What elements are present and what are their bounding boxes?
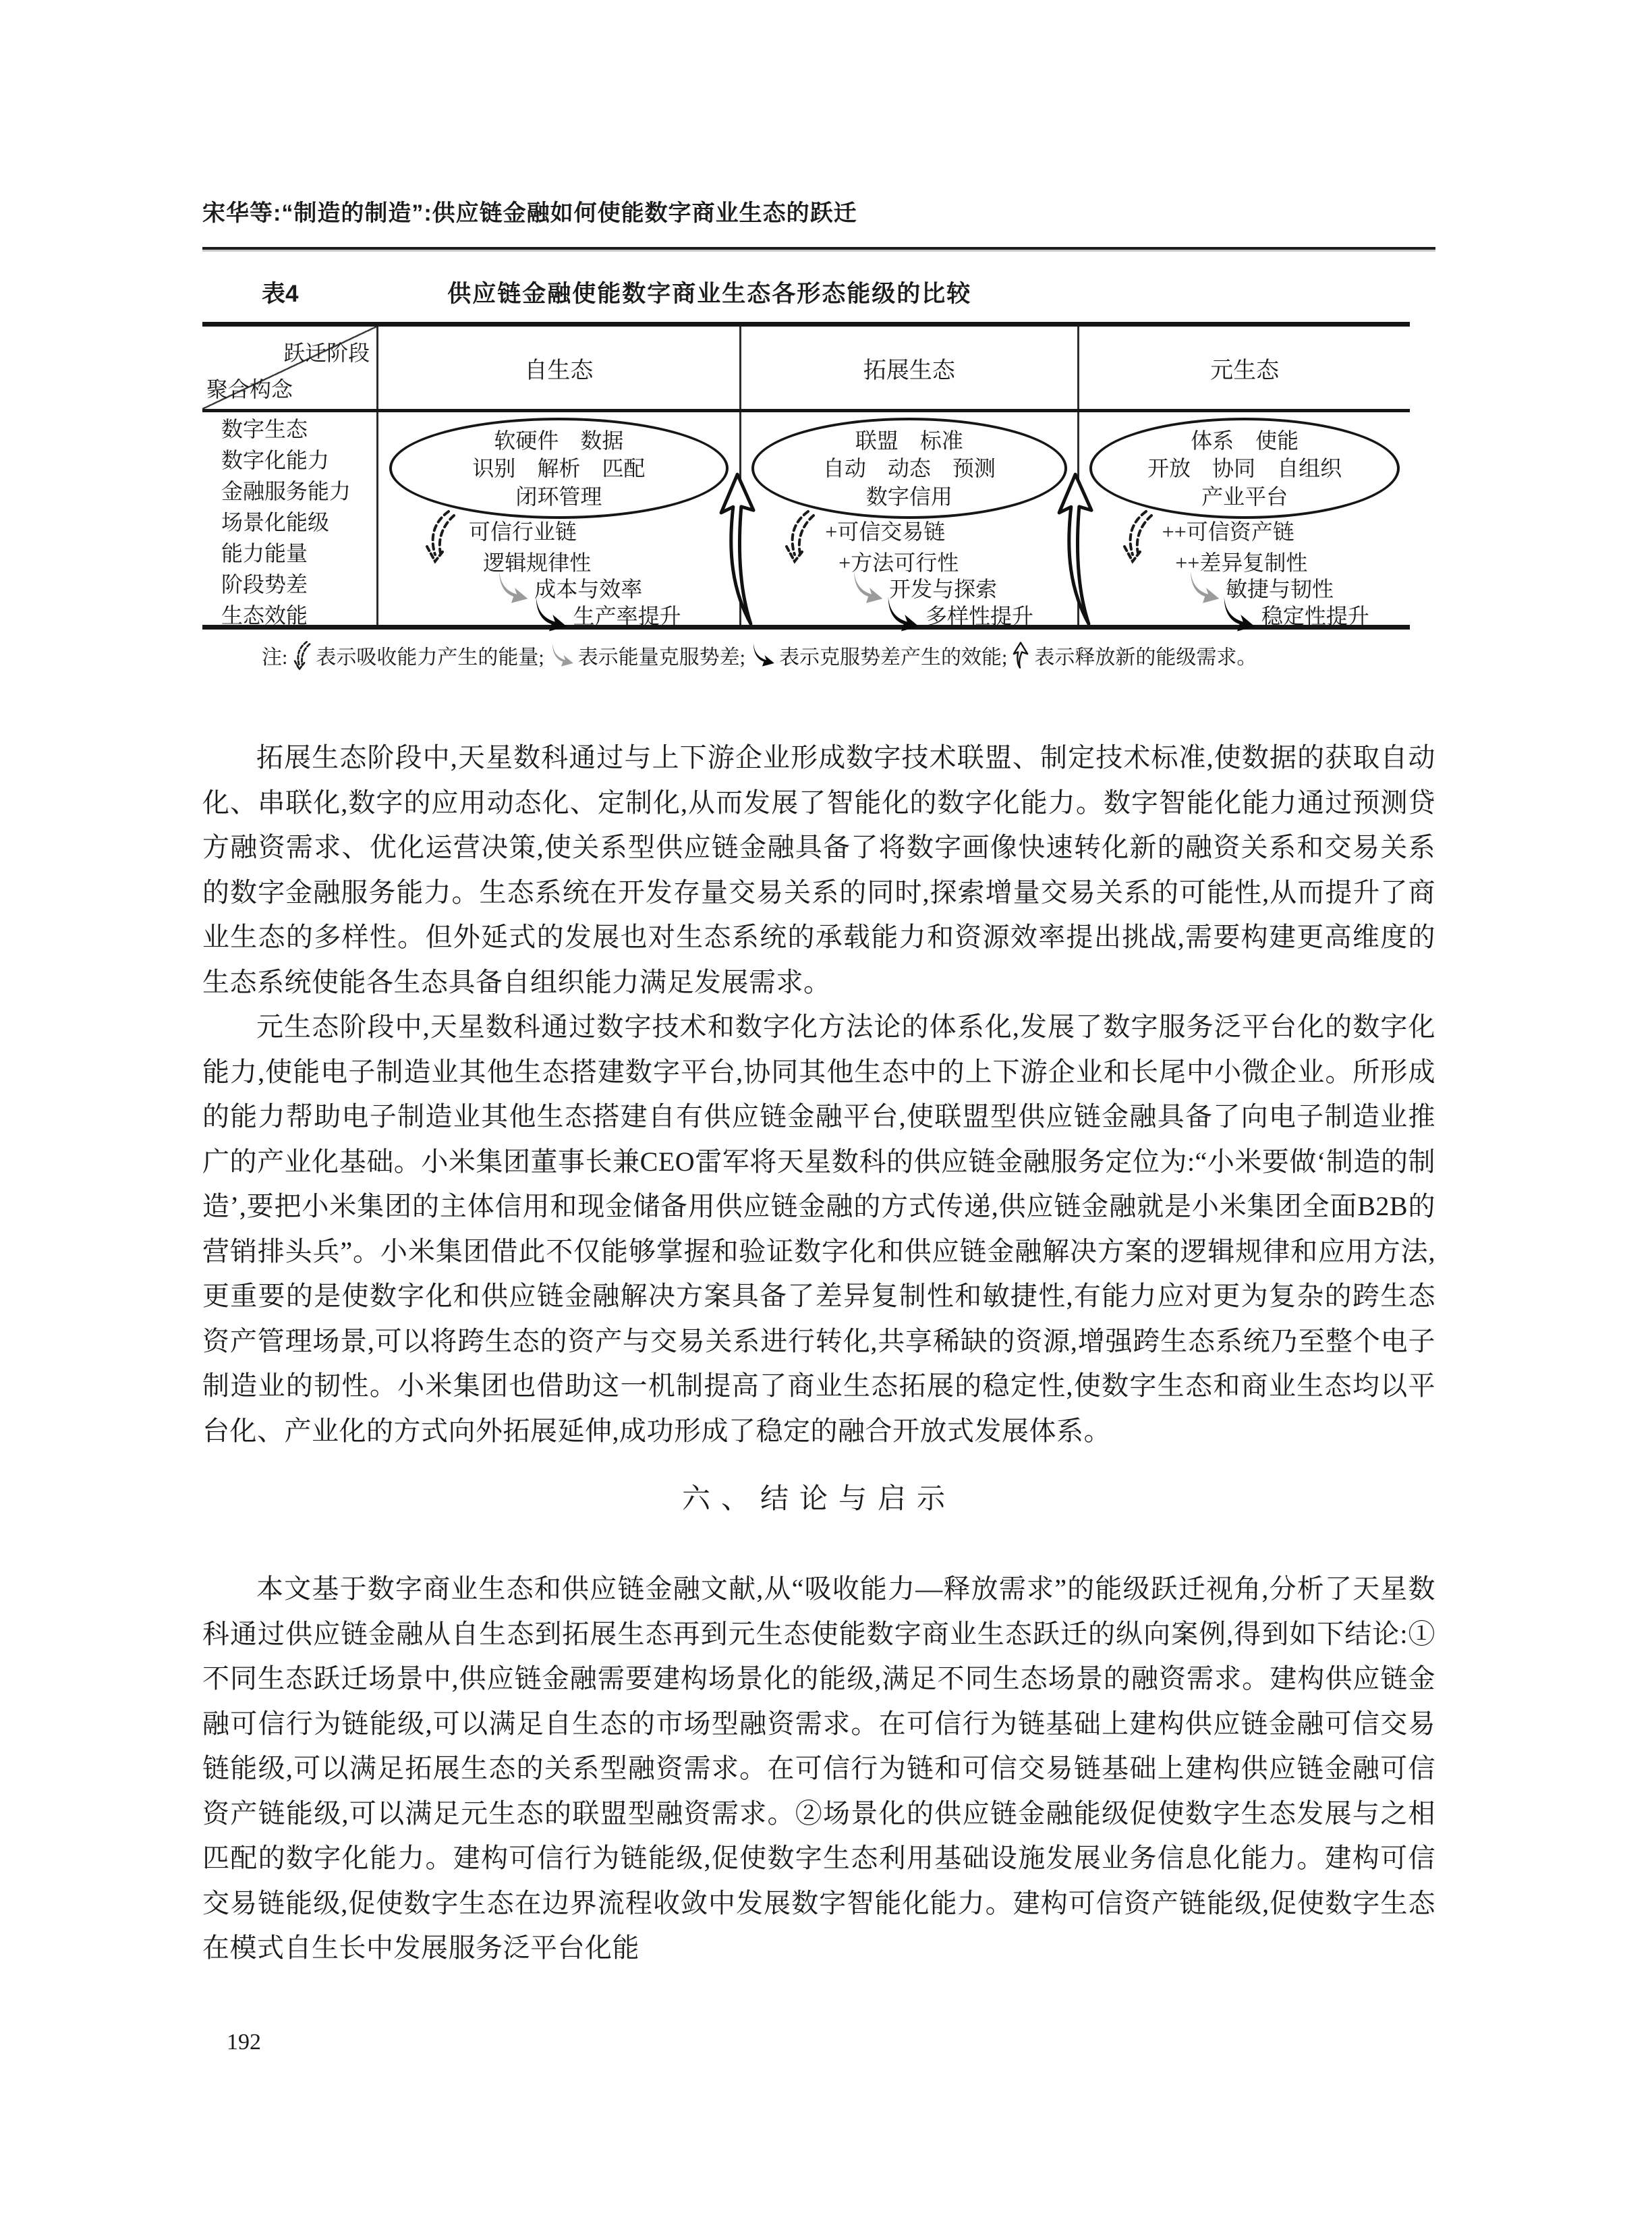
ellipse-line: 体系 使能 <box>1191 428 1299 453</box>
paragraph: 拓展生态阶段中,天星数科通过与上下游企业形成数字技术联盟、制定技术标准,使数据的获取自动化、串联化,数字的应用动态化、定制化,从而发展了智能化的数字化能力。数字智能化能力通过预测贷方融资需求、优化运营决策,使关系型供应链金融具备了将数字画像快速转化新的融资关系和交易关系的数字金融服务能力。生态系统在开发存量交易关系的同时,探索增量交易关系的可能性,从而提升了商业生态的多样性。但外延式的发展也对生态系统的承载能力和资源效率提出挑战,需要构建更高维度的生态系统使能各生态具备自组织能力满足发展需求。 <box>202 742 1435 997</box>
effect-text: 生产率提升 <box>573 604 681 628</box>
effect-text: 多样性提升 <box>925 604 1033 628</box>
page-number: 192 <box>227 2030 261 2055</box>
effect-text: 稳定性提升 <box>1261 604 1369 628</box>
scene-level-text: +可信交易链 <box>825 520 946 544</box>
article-body <box>202 735 1435 1971</box>
table-caption <box>202 271 1410 310</box>
note-item-text: 表示克服势差产生的效能; <box>779 646 1008 669</box>
scene-level-text: ++可信资产链 <box>1162 520 1294 544</box>
potential-gap-text: 成本与效率 <box>534 577 643 601</box>
scene-level-text: 可信行业链 <box>468 520 577 544</box>
column-extended-ecosystem <box>739 412 1078 628</box>
row-header: 数字生态 <box>221 417 308 441</box>
overcome-arrow-icon <box>1185 570 1220 605</box>
effect-arrow-icon <box>1218 596 1256 634</box>
paragraph: 本文基于数字商业生态和供应链金融文献,从“吸收能力—释放需求”的能级跃迁视角,分析了天星数科通过供应链金融从自生态到拓展生态再到元生态使能数字商业生态跃迁的纵向案例,得到如下结论:①不同生态跃迁场景中,供应链金融需要建构场景化的能级,满足不同生态场景的融资需求。建构供应链金融可信行为链能级,可以满足自生态的市场型融资需求。在可信行为链基础上建构供应链金融可信交易链能级,可以满足拓展生态的关系型融资需求。在可信行为链和可信交易链基础上建构供应链金融可信资产链能级,可以满足元生态的联盟型融资需求。②场景化的供应链金融能级促使数字生态发展与之相匹配的数字化能力。建构可信行为链能级,促使数字生态利用基础设施发展业务信息化能力。建构可信交易链能级,促使数字生态在边界流程收敛中发展数字智能化能力。建构可信资产链能级,促使数字生态在模式自生长中发展服务泛平台化能 <box>202 1574 1435 1963</box>
ellipse-line: 软硬件 数据 <box>494 428 624 453</box>
potential-gap-text: 开发与探索 <box>889 577 998 601</box>
row-header: 生态效能 <box>221 603 308 628</box>
note-prefix: 注: <box>262 646 288 669</box>
effect-row <box>530 596 681 634</box>
ellipse-line: 闭环管理 <box>515 484 602 509</box>
effect-arrow-icon <box>749 642 775 668</box>
column-meta-ecosystem <box>1077 412 1410 628</box>
absorb-arrow-icon <box>1119 507 1154 565</box>
overcome-arrow-icon <box>548 642 574 668</box>
energy-text: 逻辑规律性 <box>483 551 592 575</box>
release-lift-arrow-icon <box>1051 470 1104 628</box>
capability-ellipse <box>751 418 1068 519</box>
potential-gap-text: 敏捷与韧性 <box>1225 577 1334 601</box>
note-item-text: 表示吸收能力产生的能量; <box>316 646 544 669</box>
effect-row <box>1218 596 1369 634</box>
comparison-table <box>202 322 1410 630</box>
ellipse-line: 联盟 标准 <box>855 428 963 453</box>
effect-arrow-icon <box>882 596 920 634</box>
energy-text: ++差异复制性 <box>1175 551 1308 575</box>
paragraph: 元生态阶段中,天星数科通过数字技术和数字化方法论的体系化,发展了数字服务泛平台化的数字化能力,使能电子制造业其他生态搭建数字平台,协同其他生态中的上下游企业和长尾中小微企业。所形成的能力帮助电子制造业其他生态搭建自有供应链金融平台,使联盟型供应链金融具备了向电子制造业推广的产业化基础。小米集团董事长兼CEO雷军将天星数科的供应链金融服务定位为:“小米要做‘制造的制造’,要把小米集团的主体信用和现金储备用供应链金融的方式传递,供应链金融就是小米集团全面B2B的营销排头兵”。小米集团借此不仅能够掌握和验证数字化和供应链金融解决方案的逻辑规律和应用方法,更重要的是使数字化和供应链金融解决方案具备了差异复制性和敏捷性,有能力应对更为复杂的跨生态资产管理场景,可以将跨生态的资产与交易关系进行转化,共享稀缺的资源,增强跨生态系统乃至整个电子制造业的韧性。小米集团也借助这一机制提高了商业生态拓展的稳定性,使数字生态和商业生态均以平台化、产业化的方式向外拓展延伸,成功形成了稳定的融合开放式发展体系。 <box>202 1011 1435 1446</box>
ellipse-line: 自动 动态 预测 <box>822 456 996 480</box>
column-header-meta-ecosystem: 元生态 <box>1077 327 1410 409</box>
ellipse-line: 开放 协同 自组织 <box>1147 456 1342 480</box>
ellipse-line: 识别 解析 匹配 <box>472 456 646 480</box>
table-label: 表4 <box>262 281 299 307</box>
row-header-column <box>202 412 376 628</box>
header-rule <box>202 247 1435 250</box>
section-heading: 六、结论与启示 <box>681 1484 956 1515</box>
table-title: 供应链金融使能数字商业生态各形态能级的比较 <box>447 281 972 307</box>
absorb-arrow-icon <box>291 640 312 671</box>
absorb-arrow-icon <box>422 507 457 565</box>
note-item-text: 表示能量克服势差; <box>577 646 746 669</box>
table-header-row <box>202 322 1410 412</box>
effect-arrow-icon <box>530 596 568 634</box>
row-header: 数字化能力 <box>221 448 330 472</box>
row-header: 能力能量 <box>221 541 308 565</box>
column-header-extended-ecosystem: 拓展生态 <box>739 327 1078 409</box>
row-header: 金融服务能力 <box>221 479 351 503</box>
overcome-arrow-icon <box>849 570 884 605</box>
absorb-arrow-icon <box>781 507 816 565</box>
row-header: 场景化能级 <box>221 510 330 534</box>
table-corner-cell <box>202 327 376 409</box>
note-item-text: 表示释放新的能级需求。 <box>1034 646 1257 669</box>
column-header-self-ecosystem: 自生态 <box>376 327 739 409</box>
capability-ellipse <box>1089 418 1400 519</box>
energy-text: +方法可行性 <box>838 551 959 575</box>
effect-row <box>882 596 1033 634</box>
running-header: 宋华等:“制造的制造”:供应链金融如何使能数字商业生态的跃迁 <box>202 200 857 226</box>
column-self-ecosystem <box>376 412 739 628</box>
release-arrow-icon <box>1011 641 1030 669</box>
release-lift-arrow-icon <box>713 470 766 628</box>
corner-top-label: 跃迁阶段 <box>283 341 370 365</box>
row-header: 阶段势差 <box>221 572 308 596</box>
table-body <box>202 412 1410 630</box>
table-note <box>262 640 1435 671</box>
corner-bottom-label: 聚合构念 <box>206 377 293 401</box>
ellipse-line: 数字信用 <box>865 484 952 509</box>
overcome-arrow-icon <box>494 570 529 605</box>
capability-ellipse <box>389 418 728 519</box>
ellipse-line: 产业平台 <box>1201 484 1288 509</box>
